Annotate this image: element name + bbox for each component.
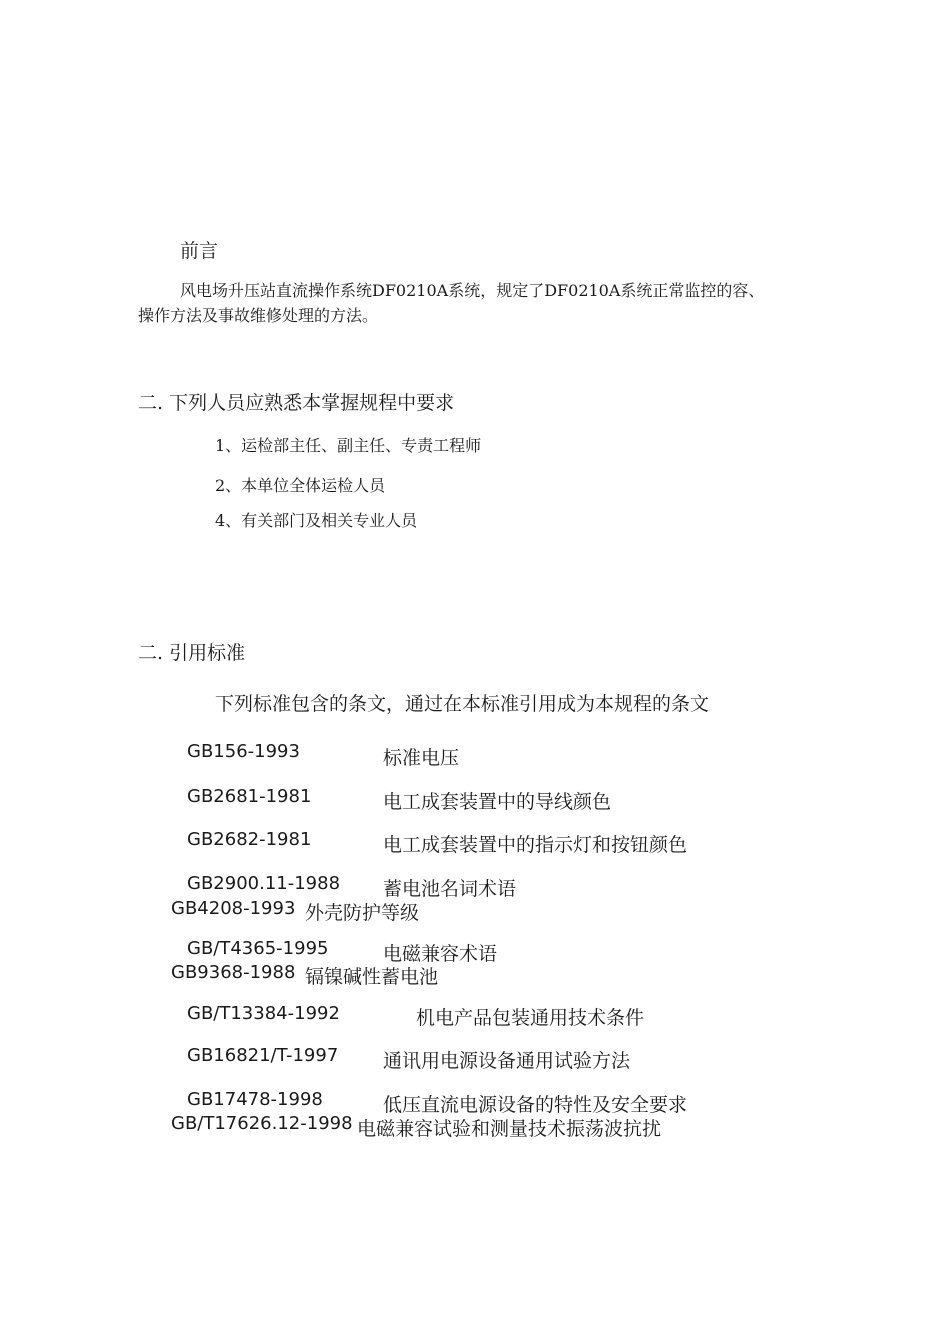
standard-desc: 电磁兼容术语 [383,943,498,965]
personnel-item: 2、本单位全体运检人员 [215,476,386,495]
standard-desc: 电工成套装置中的导线颜色 [383,791,612,813]
standard-desc: 电工成套装置中的指示灯和按钮颜色 [383,834,688,856]
standard-code: GB4208-1993 [171,898,296,919]
personnel-item: 1、运检部主任、副主任、专责工程师 [215,436,482,455]
standard-desc: 机电产品包装通用技术条件 [416,1007,645,1029]
standard-code: GB/T17626.12-1998 [171,1113,353,1134]
section-standards-title: 二. 引用标准 [138,642,246,664]
standard-desc: 蓄电池名词术语 [383,878,517,900]
personnel-item: 4、有关部门及相关专业人员 [215,511,418,530]
standard-code: GB2682-1981 [187,829,312,850]
preface-title: 前言 [180,240,219,262]
standard-code: GB2681-1981 [187,786,312,807]
standard-desc: 镉镍碱性蓄电池 [305,966,439,988]
standard-desc: 标准电压 [383,747,460,769]
standard-desc: 低压直流电源设备的特性及安全要求 [383,1094,688,1116]
section-personnel-title: 二. 下列人员应熟悉本掌握规程中要求 [138,392,455,414]
standard-code: GB17478-1998 [187,1089,323,1110]
standard-code: GB/T13384-1992 [187,1003,340,1024]
standard-desc: 电磁兼容试验和测量技术振荡波抗扰 [357,1118,662,1140]
preface-paragraph-line1: 风电场升压站直流操作系统DF0210A系统，规定了DF0210A系统正常监控的容、 [180,281,765,300]
standard-desc: 通讯用电源设备通用试验方法 [383,1050,631,1072]
standards-intro: 下列标准包含的条文，通过在本标准引用成为本规程的条文 [215,693,710,715]
standard-desc: 外壳防护等级 [305,902,420,924]
standard-code: GB9368-1988 [171,962,296,983]
preface-paragraph-line2: 操作方法及事故维修处理的方法。 [138,306,379,325]
standard-code: GB2900.11-1988 [187,873,341,894]
standard-code: GB156-1993 [187,741,300,762]
standard-code: GB/T4365-1995 [187,938,329,959]
standard-code: GB16821/T-1997 [187,1045,339,1066]
